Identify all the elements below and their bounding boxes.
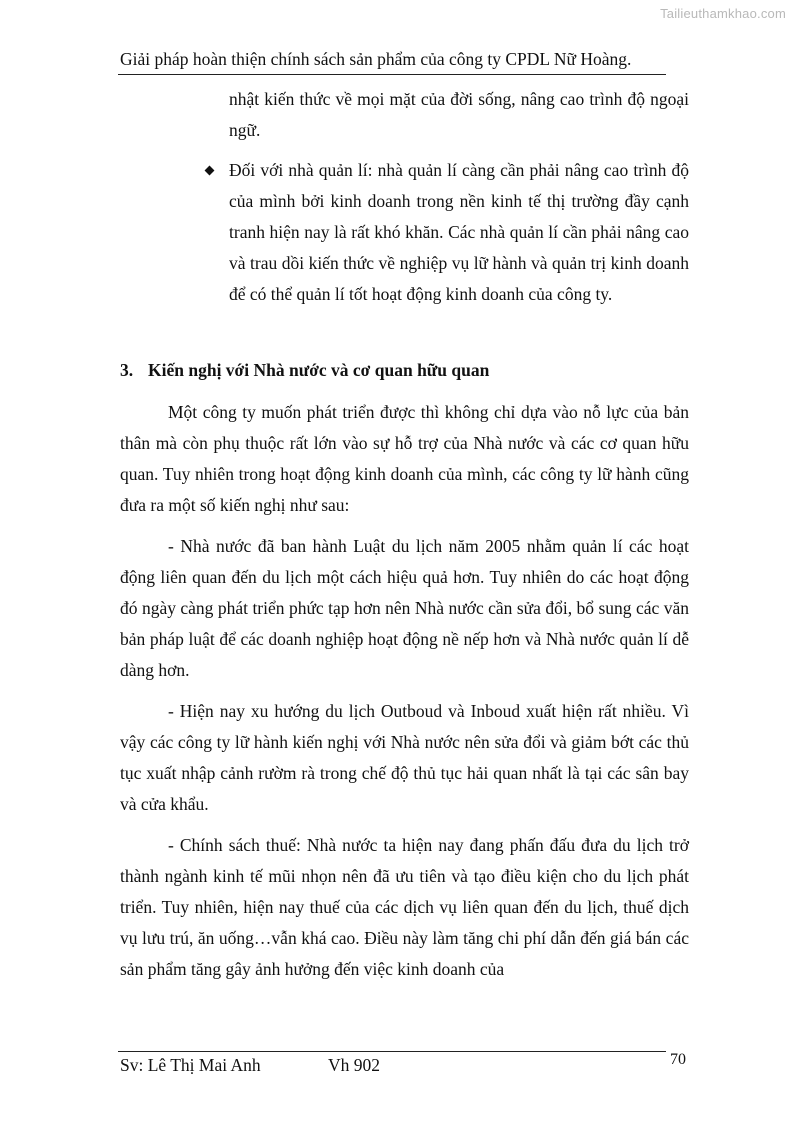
- page-number: 70: [670, 1051, 686, 1068]
- header-divider: [118, 74, 666, 75]
- section-number: 3.: [120, 360, 134, 380]
- section-title: Kiến nghị với Nhà nước và cơ quan hữu quan: [148, 360, 490, 380]
- bullet-icon: [205, 166, 215, 176]
- footer-divider: [118, 1051, 666, 1052]
- section-heading: [120, 360, 680, 381]
- bullet-item-manager: Đối với nhà quản lí: nhà quản lí càng cần phải nâng cao trình độ của mình bởi kinh doanh trong nền kinh tế thị trường đầy cạnh tranh hiện nay là rất khó khăn. Các nhà quản lí cần phải nâng cao và trau dồi kiến thức về nghiệp vụ lữ hành và quản trị kinh doanh để có thể quản lí tốt hoạt động kinh doanh của công ty.: [229, 160, 689, 304]
- paragraph: Một công ty muốn phát triển được thì không chỉ dựa vào nỗ lực của bản thân mà còn phụ thuộc rất lớn vào sự hỗ trợ của Nhà nước và các cơ quan hữu quan. Tuy nhiên trong hoạt động kinh doanh của mình, các công ty lữ hành cũng đưa ra một số kiến nghị như sau:: [120, 402, 689, 515]
- page-header-title: Giải pháp hoàn thiện chính sách sản phẩm của công ty CPDL Nữ Hoàng.: [120, 49, 632, 69]
- watermark: Tailieuthamkhao.com: [660, 6, 786, 21]
- continuation-text: nhật kiến thức về mọi mặt của đời sống, nâng cao trình độ ngoại ngữ.: [229, 89, 689, 140]
- body-paragraphs: [120, 397, 689, 995]
- footer-student: Sv: Lê Thị Mai Anh: [120, 1055, 261, 1075]
- paragraph: - Chính sách thuế: Nhà nước ta hiện nay đang phấn đấu đưa du lịch trở thành ngành kinh tế mũi nhọn nên đã ưu tiên và tạo điều kiện cho du lịch phát triển. Tuy nhiên, hiện nay thuế của các dịch vụ liên quan đến du lịch, thuế dịch vụ lưu trú, ăn uống…vẫn khá cao. Điều này làm tăng chi phí dẫn đến giá bán các sản phẩm tăng gây ảnh hưởng đến việc kinh doanh của: [120, 835, 689, 979]
- paragraph: - Nhà nước đã ban hành Luật du lịch năm 2005 nhằm quản lí các hoạt động liên quan đến du lịch một cách hiệu quả hơn. Tuy nhiên do các hoạt động đó ngày càng phát triển phức tạp hơn nên Nhà nước cần sửa đổi, bổ sung các văn bản pháp luật để các doanh nghiệp hoạt động nề nếp hơn và Nhà nước quản lí dễ dàng hơn.: [120, 536, 689, 680]
- footer-class: Vh 902: [328, 1055, 381, 1075]
- paragraph: - Hiện nay xu hướng du lịch Outboud và Inboud xuất hiện rất nhiều. Vì vậy các công ty lữ hành kiến nghị với Nhà nước nên sửa đổi và giảm bớt các thủ tục xuất nhập cảnh rườm rà trong chế độ thủ tục hải quan nhất là tại các sân bay và cửa khẩu.: [120, 701, 689, 814]
